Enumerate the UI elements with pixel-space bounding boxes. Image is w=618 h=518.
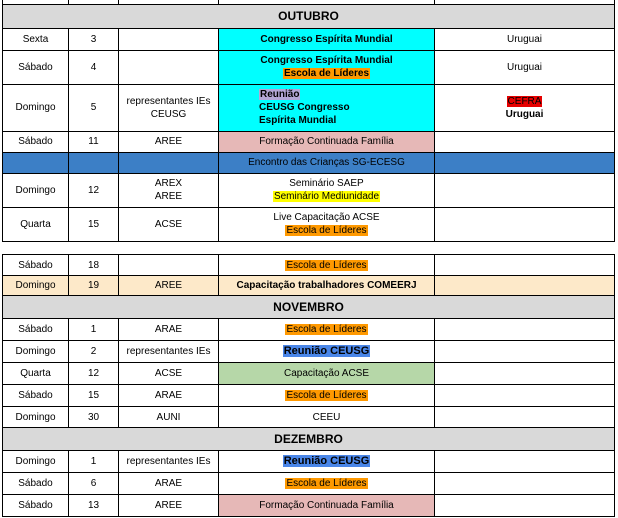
event-line-highlight: Seminário Mediunidade [273,191,380,202]
day-cell: Sábado [3,50,69,84]
event-cell [219,84,435,131]
date-cell: 6 [69,473,119,495]
event-cell [219,173,435,207]
day-cell: Sábado [3,495,69,517]
responsible-cell: representantes IEs [119,451,219,473]
event-line: Congresso Espírita Mundial [260,33,393,45]
month-title: DEZEMBRO [3,428,615,451]
event-cell [219,319,435,341]
location-line-highlight: CEFRA [507,95,542,107]
day-cell: Sábado [3,385,69,407]
table-row [3,207,615,241]
event-line: Seminário SAEP [289,178,364,189]
table-row [3,363,615,385]
event-cell [219,385,435,407]
event-cell [219,131,435,152]
table-row [3,451,615,473]
event-line-highlight: Escola de Líderes [286,478,367,489]
responsible-cell: AREE [119,495,219,517]
calendar-table-november-december [2,254,615,517]
table-row [3,255,615,276]
event-cell [219,207,435,241]
responsible-cell [119,152,219,173]
table-row [3,495,615,517]
location-cell [435,255,615,276]
table-row [3,152,615,173]
location-cell [435,473,615,495]
location-cell [435,50,615,84]
event-cell [219,152,435,173]
location-cell [435,207,615,241]
month-header-row [3,428,615,451]
date-cell: 15 [69,207,119,241]
responsible-cell [119,28,219,50]
location-cell [435,319,615,341]
day-cell: Domingo [3,173,69,207]
date-cell [69,152,119,173]
table-row [3,50,615,84]
day-cell: Sábado [3,473,69,495]
day-cell: Quarta [3,363,69,385]
event-cell [219,255,435,276]
date-cell: 2 [69,341,119,363]
location-cell [435,84,615,131]
table-row [3,341,615,363]
location-cell [435,451,615,473]
month-header-row [3,296,615,319]
event-line-highlight: Escola de Líderes [286,324,367,335]
location-cell [435,152,615,173]
table-row [3,385,615,407]
table-row [3,276,615,296]
location-cell [435,407,615,428]
month-title: OUTUBRO [3,4,615,28]
responsible-cell: ARAE [119,319,219,341]
date-cell: 12 [69,363,119,385]
date-cell: 1 [69,451,119,473]
event-cell [219,50,435,84]
event-line-highlight: Escola de Líderes [286,225,367,236]
date-cell: 4 [69,50,119,84]
event-cell [219,407,435,428]
day-cell: Domingo [3,451,69,473]
event-cell [219,495,435,517]
responsible-cell: AREE [119,131,219,152]
date-cell: 13 [69,495,119,517]
table-row [3,319,615,341]
location-line: Uruguai [505,108,544,120]
event-cell [219,451,435,473]
responsible-cell: representantes IEs [119,341,219,363]
day-cell: Sábado [3,319,69,341]
location-cell [435,276,615,296]
table-row [3,473,615,495]
event-line: CEEU [312,411,341,423]
event-line-highlight: Reunião CEUSG [283,455,370,467]
date-cell: 5 [69,84,119,131]
event-cell [219,28,435,50]
event-line: CEUSG Congresso Espírita Mundial [259,102,350,126]
event-line-highlight: Escola de Líderes [286,390,367,401]
location-cell [435,363,615,385]
location-cell [435,28,615,50]
event-line-highlight: Reunião [260,89,300,100]
responsible-cell: ARAE [119,473,219,495]
responsible-cell: AREX AREE [119,173,219,207]
event-cell [219,276,435,296]
date-cell: 30 [69,407,119,428]
day-cell: Domingo [3,407,69,428]
location-cell [435,131,615,152]
event-line: Congresso Espírita Mundial [260,55,393,66]
day-cell [3,152,69,173]
day-cell: Sexta [3,28,69,50]
month-header-row [3,4,615,28]
table-row [3,28,615,50]
responsible-cell: ACSE [119,363,219,385]
event-cell [219,363,435,385]
table-row [3,84,615,131]
event-line: Live Capacitação ACSE [273,212,380,223]
event-line: Capacitação ACSE [283,368,370,379]
month-title: NOVEMBRO [3,296,615,319]
event-line: Formação Continuada Família [259,500,394,511]
table-row [3,173,615,207]
event-cell [219,341,435,363]
responsible-cell [119,255,219,276]
responsible-cell: ARAE [119,385,219,407]
event-line: Formação Continuada Família [259,136,394,147]
event-line-highlight: Escola de Líderes [286,259,367,271]
date-cell: 12 [69,173,119,207]
day-cell: Quarta [3,207,69,241]
day-cell: Domingo [3,84,69,131]
date-cell: 15 [69,385,119,407]
table-row [3,131,615,152]
location-cell [435,385,615,407]
date-cell: 19 [69,276,119,296]
date-cell: 11 [69,131,119,152]
responsible-cell: AREE [119,276,219,296]
location-cell [435,341,615,363]
responsible-cell: AUNI [119,407,219,428]
table-row [3,407,615,428]
day-cell: Sábado [3,131,69,152]
location-line: Uruguai [506,61,543,73]
date-cell: 3 [69,28,119,50]
responsible-cell: ACSE [119,207,219,241]
location-cell [435,495,615,517]
day-cell: Sábado [3,255,69,276]
event-line-highlight: Reunião CEUSG [283,345,370,357]
event-line: Encontro das Crianças SG-ECESG [248,157,405,168]
event-line: Capacitação trabalhadores COMEERJ [236,280,417,291]
event-cell [219,473,435,495]
date-cell: 18 [69,255,119,276]
date-cell: 1 [69,319,119,341]
responsible-cell [119,50,219,84]
calendar-table-october [2,0,615,242]
day-cell: Domingo [3,276,69,296]
location-cell [435,173,615,207]
day-cell: Domingo [3,341,69,363]
location-line: Uruguai [506,33,543,45]
responsible-cell: representantes IEs CEUSG [119,84,219,131]
event-line-highlight: Escola de Líderes [283,68,370,79]
